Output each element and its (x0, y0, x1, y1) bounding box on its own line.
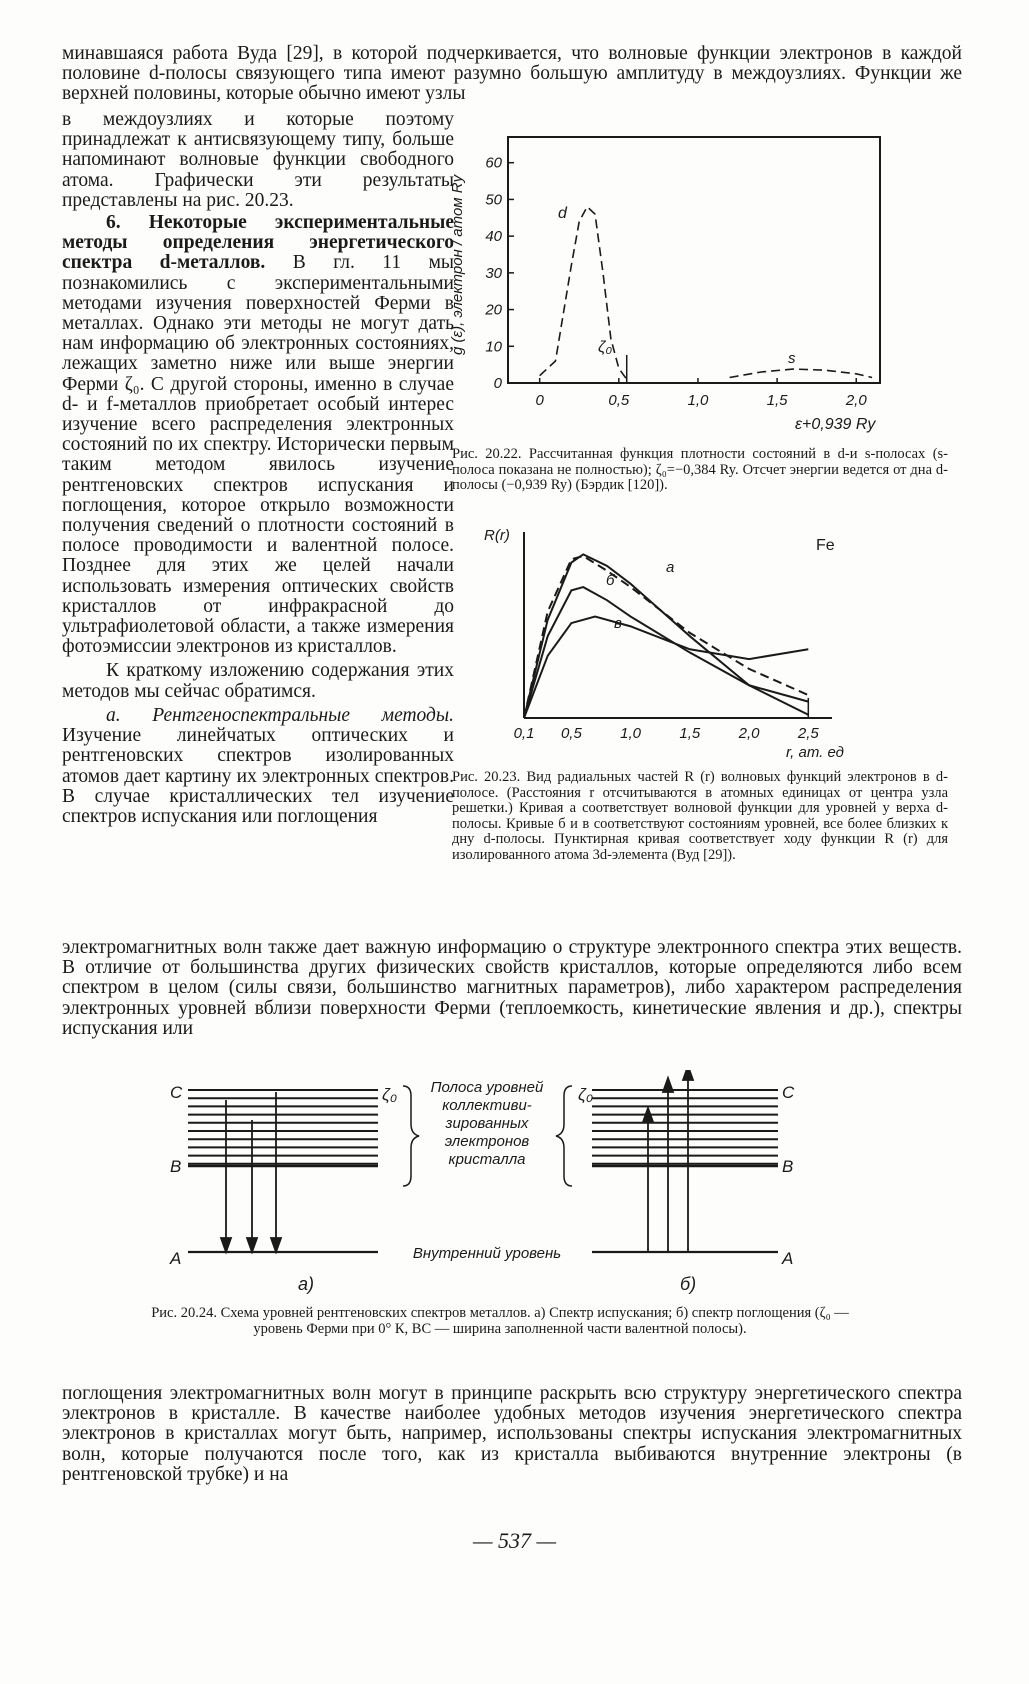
fig23-caption (452, 770, 948, 863)
fig24-zeta-left: ζ₀ (382, 1085, 398, 1104)
fig24-label-a-left: A (170, 1249, 182, 1268)
fig24-label-b-right: B (782, 1157, 794, 1176)
fig23-xtick-label: 0,1 (513, 725, 535, 742)
fig24-brace-left (403, 1086, 419, 1186)
fig24-sub-a: а) (298, 1274, 315, 1294)
fig23-xtick-label: 2,0 (738, 725, 760, 742)
fig23-curve-2 (524, 617, 808, 718)
fig22-xlabel: ε+0,939 Ry (795, 416, 876, 433)
subsection-title: Рентгеноспектральные методы. (152, 704, 454, 726)
subsection-label: а. (106, 704, 121, 726)
fig23-caption-text: Рис. 20.23. Вид радиальных частей R (r) волновых функций электронов в d-полосе. (Расстояния r отсчитываются в атомных единицах от центра узла решетки.) Кривая а соответствует волновой функции для уровней у верха d-полосы. Кривые б и в соответствуют состояниям уровней, все более близких к дну d-полосы. Пунктирная кривая соответствует ходу функции R (r) для изолированного атома 3d-элемента (Вуд [29]). (452, 769, 948, 863)
fig24-emission-arrowhead (247, 1238, 257, 1252)
fig24-absorption-arrowhead (663, 1078, 673, 1092)
fig22-xtick-label: 1,0 (687, 392, 709, 409)
fig23-ylabel: R(r) (484, 527, 510, 544)
fig24-label-a-right: A (782, 1249, 794, 1268)
fig23-xtick-label: 1,5 (679, 725, 701, 742)
fig23-series (524, 554, 808, 718)
figure-20-22 (440, 125, 960, 445)
fig22-xtick-label: 0,5 (608, 392, 630, 409)
fig24-emission-arrowhead (271, 1238, 281, 1252)
fig24-band-line: электронов (444, 1133, 530, 1150)
fig22-xtick-label: 2,0 (845, 392, 867, 409)
para-mid (62, 938, 962, 1039)
fig22-series-d (540, 207, 627, 380)
section-number: 6. (106, 212, 121, 234)
figure-20-24 (160, 1070, 860, 1300)
fig24-label-c-right: C (782, 1083, 795, 1102)
fig23-xtick-label: 2,5 (797, 725, 819, 742)
para-bottom-text: поглощения электромагнитных волн могут в принципе раскрыть всю структуру энергетического спектра электронов в кристалле. В качестве наиболее удобных методов изучения энергетического спектра электронов в кристаллах могут быть, например, использованы спектры испускания электромагнитных волн, которые получаются после того, как из кристалла выбиваются внутренние электроны (в рентгеновской трубке) и на (62, 1383, 962, 1485)
fig23-xtick-label: 1,0 (620, 725, 642, 742)
fig22-ytick-label: 40 (485, 228, 502, 246)
subsection-paragraph (62, 706, 454, 827)
fig22-ytick-label: 0 (493, 375, 502, 392)
fig24-band-line: кристалла (448, 1151, 526, 1168)
fig22-label-d: d (558, 205, 567, 222)
fig23-curve-1 (524, 587, 808, 718)
fig22-label-s: s (788, 350, 796, 367)
fig22-ylabel: g (ε), электрон / атом Ry (449, 174, 466, 355)
fig22-ticks (484, 155, 867, 409)
page-number: — 537 — (472, 1528, 557, 1553)
para-top (62, 44, 962, 108)
fig23-label-a: а (666, 559, 675, 576)
fig22-ytick-label: 20 (485, 301, 502, 319)
fig24-zeta-right: ζ₀ (578, 1085, 594, 1104)
section-heading-paragraph (62, 213, 454, 657)
fig23-label-b: б (606, 572, 615, 589)
col-text: в междоузлиях и которые поэтому принадлежат к антисвязующему типу, больше напоминают волновые функции свободного атома. Графически эти результаты представлены на рис. 20.23. (62, 109, 454, 211)
fig24-label-c-left: C (170, 1083, 183, 1102)
fig23-label-v: в (614, 615, 622, 632)
fig24-band-text (431, 1079, 544, 1168)
fig24-caption-text: Рис. 20.24. Схема уровней рентгеновских спектров металлов. а) Спектр испускания; б) спектр поглощения (ζ₀ — уровень Ферми при 0° К, BC — ширина заполненной части валентной полосы). (151, 1305, 849, 1337)
fig24-absorption-arrowhead (683, 1070, 693, 1080)
fig22-caption (452, 447, 948, 494)
fig22-ytick-label: 50 (485, 191, 502, 209)
fig24-label-b-left: B (170, 1157, 182, 1176)
para-bottom (62, 1384, 962, 1485)
fig22-ytick-label: 60 (485, 154, 502, 172)
fig24-band-line: зированных (445, 1115, 529, 1132)
fig24-band-line: Полоса уровней (430, 1079, 544, 1096)
fig22-ytick-label: 30 (485, 264, 502, 282)
fig22-frame (508, 137, 880, 383)
para-mid-text: электромагнитных волн также дает важную информацию о структуре электронного спектра этих веществ. В отличие от большинства других физических свойств кристаллов, которые определяются либо всем спектром в целом (силы связи, большинство магнитных параметров), либо характером распределения электронных уровней вблизи поверхности Ферми (теплоемкость, кинетические явления и др.), спектры испускания или (62, 937, 962, 1039)
fig22-ytick-label: 10 (485, 338, 502, 356)
left-column (62, 110, 454, 827)
fig22-caption-text: Рис. 20.22. Рассчитанная функция плотности состояний в d-и s-полосах (s-полоса показана не полностью); ζ₀=−0,384 Ry. Отсчет энергии ведется от дна d-полосы (−0,939 Ry) (Бэрдик [120]). (452, 446, 948, 493)
fig23-ticks (514, 725, 820, 742)
fig22-series-s (730, 369, 872, 377)
fig24-brace-right (556, 1086, 572, 1186)
para-top-text: минавшаяся работа Вуда [29], в которой подчеркивается, что волновые функции электронов в каждой половине d-полосы связующего типа имеют разумно большую амплитуду в междоузлиях. Функции же верхней половины, которые обычно имеют узлы (62, 43, 962, 105)
col-text-2: К краткому изложению содержания этих методов мы сейчас обратимся. (62, 660, 454, 702)
section-title: Некоторые экспериментальные методы определения энергетического спектра d-металлов. (62, 212, 455, 274)
fig22-series (540, 207, 872, 383)
fig23-curve-0 (524, 554, 808, 718)
fig23-element: Fe (816, 537, 835, 554)
fig24-caption (140, 1306, 860, 1337)
figure-20-23 (470, 520, 950, 765)
fig24-sub-b: б) (680, 1274, 697, 1294)
fig23-xlabel: r, ат. ед (786, 744, 844, 761)
fig22-xtick-label: 0 (535, 392, 544, 409)
fig24-emission-arrowhead (221, 1238, 231, 1252)
fig22-label-zeta: ζ₀ (598, 339, 613, 356)
fig23-xtick-label: 0,5 (560, 725, 582, 742)
subsection-text: Изучение линейчатых оптических и рентгеновских спектров изолированных атомов дает картину их электронных спектров. В случае кристаллических тел изучение спектров испускания или поглощения (62, 725, 454, 827)
section-text: В гл. 11 мы познакомились с экспериментальными методами изучения поверхностей Ферми в металлах. Однако эти методы не могут дать нам информацию об электронных состояниях, лежащих заметно ниже или выше энергии Ферми ζ₀. С другой стороны, именно в случае d- и f-металлов приобретает особый интерес изучение всего распределения электронных состояний по их спектру. Исторически первым таким методом явилось изучение рентгеновских спектров испускания и поглощения, которое открыло возможности получения сведений о плотности состояний в полосе проводимости и валентной полосе. Позднее для этих же целей начали использовать измерения оптических свойств кристаллов от инфракрасной до ультрафиолетовой области, а также измерения фотоэмиссии электронов из кристаллов. (62, 252, 455, 658)
fig22-axes (508, 137, 880, 383)
fig24-band-line: коллективи- (442, 1097, 532, 1114)
fig24-inner-level: Внутренний уровень (412, 1245, 562, 1262)
fig22-xtick-label: 1,5 (766, 392, 788, 409)
